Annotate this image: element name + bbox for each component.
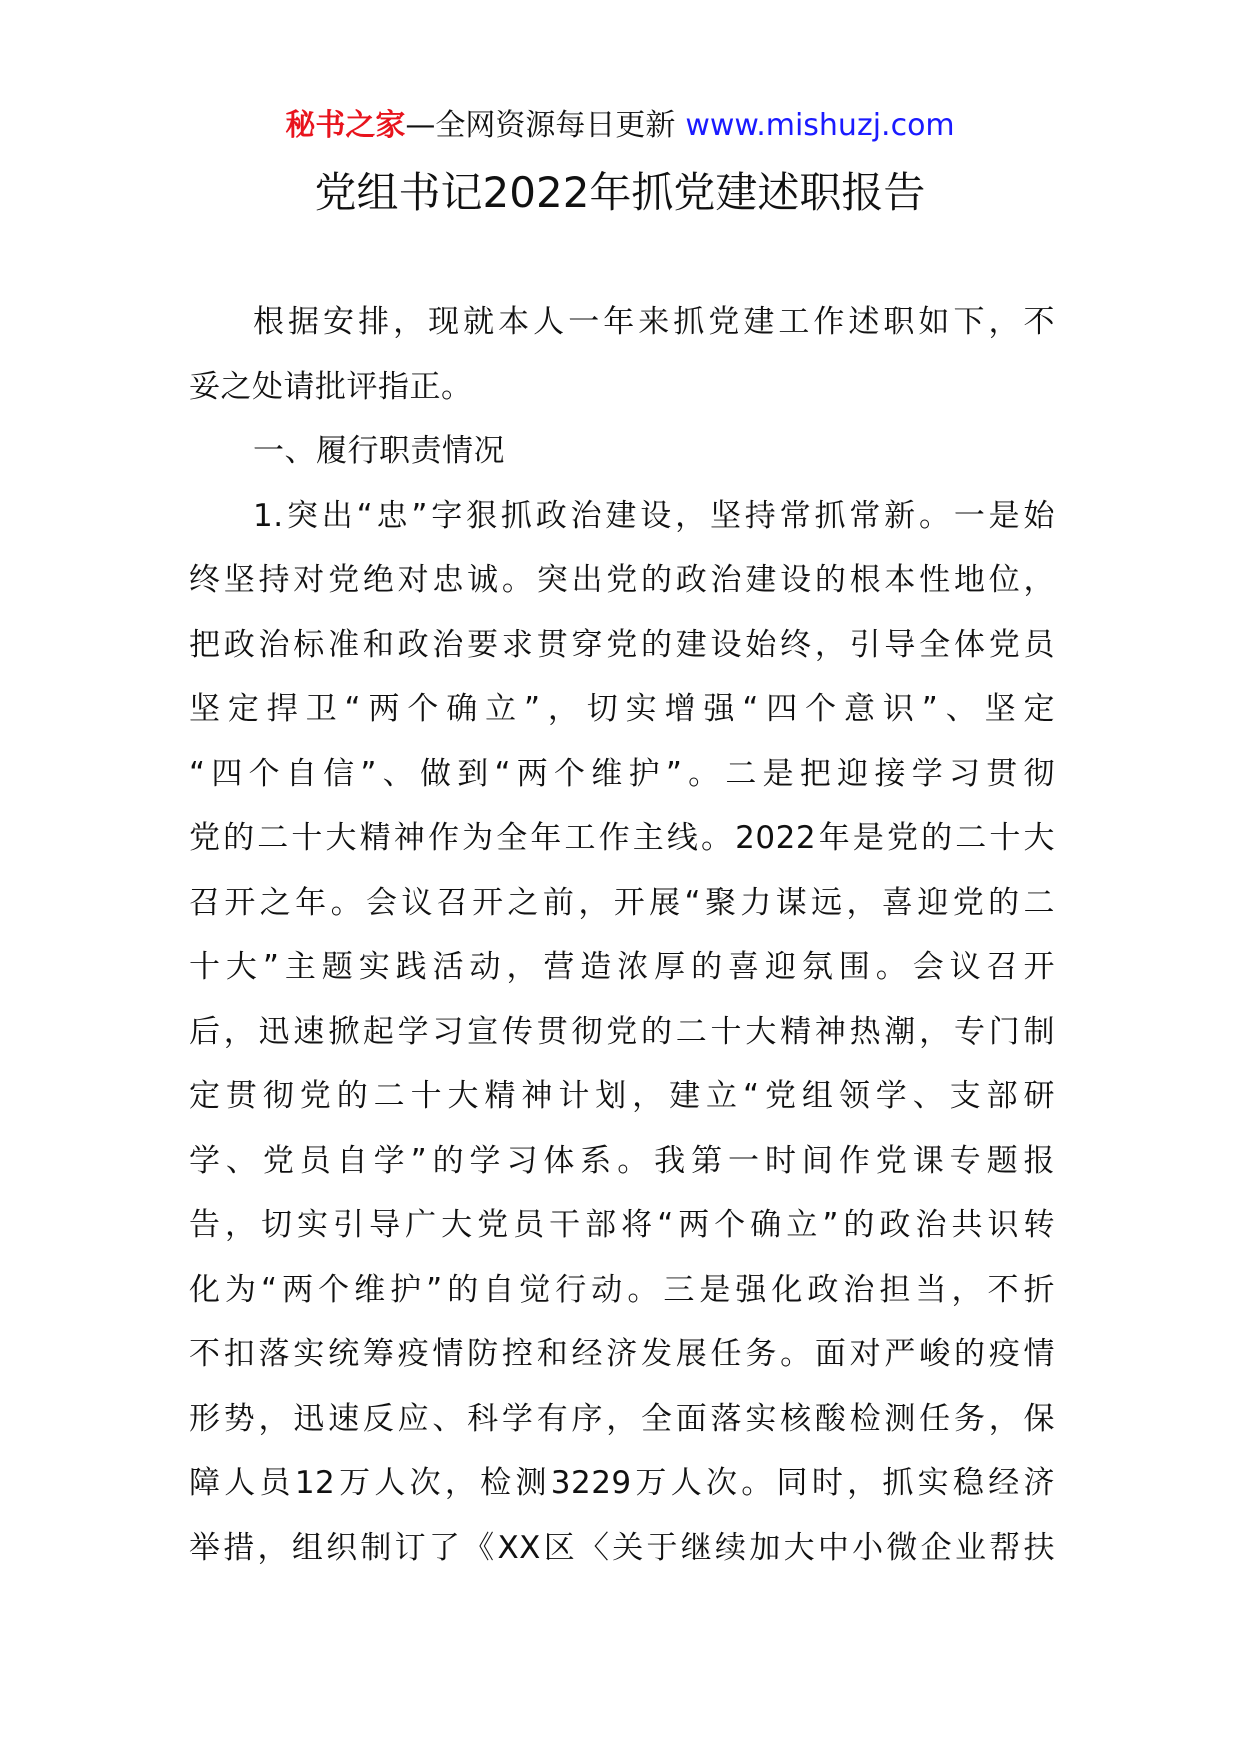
brand-name: 秘书之家 [285,108,406,143]
paragraph-line: 形势，迅速反应、科学有序，全面落实核酸检测任务，保 [189,1400,1055,1437]
watermark-header [0,104,1240,148]
paragraph-line: 后，迅速掀起学习宣传贯彻党的二十大精神热潮，专门制 [189,1013,1055,1050]
paragraph-line: 学、党员自学”的学习体系。我第一时间作党课专题报 [189,1142,1055,1179]
paragraph-line: 十大”主题实践活动，营造浓厚的喜迎氛围。会议召开 [189,949,1055,985]
paragraph-line: 召开之年。会议召开之前，开展“聚力谋远，喜迎党的二 [189,884,1055,921]
paragraph-line: 1.突出“忠”字狠抓政治建设，坚持常抓常新。一是始 [253,497,1055,534]
document-body [189,290,1055,1580]
brand-tagline: —全网资源每日更新 [405,108,676,143]
paragraph-line: 把政治标准和政治要求贯穿党的建设始终，引导全体党员 [189,626,1055,663]
document-title: 党组书记2022年抓党建述职报告 [314,168,926,217]
paragraph-line: 不扣落实统筹疫情防控和经济发展任务。面对严峻的疫情 [189,1336,1055,1372]
paragraph-line: 定贯彻党的二十大精神计划，建立“党组领学、支部研 [189,1078,1055,1114]
paragraph-line: 告，切实引导广大党员干部将“两个确立”的政治共识转 [189,1207,1055,1243]
paragraph-line: 举措，组织制订了《XX区〈关于继续加大中小微企业帮扶 [189,1529,1055,1566]
paragraph-line: 障人员12万人次，检测3229万人次。同时，抓实稳经济 [189,1465,1055,1501]
paragraph-line: “四个自信”、做到“两个维护”。二是把迎接学习贯彻 [189,755,1055,792]
paragraph-line: 化为“两个维护”的自觉行动。三是强化政治担当，不折 [189,1271,1055,1308]
paragraph-line: 终坚持对党绝对忠诚。突出党的政治建设的根本性地位， [189,562,1055,598]
section-heading: 一、履行职责情况 [253,433,505,469]
paragraph-line: 坚定捍卫“两个确立”，切实增强“四个意识”、坚定 [189,691,1055,727]
paragraph-line: 根据安排，现就本人一年来抓党建工作述职如下，不 [253,304,1055,340]
paragraph-line: 妥之处请批评指正。 [189,368,473,405]
website-link[interactable]: www.mishuzj.com [685,108,955,143]
paragraph-line: 党的二十大精神作为全年工作主线。2022年是党的二十大 [189,820,1055,856]
